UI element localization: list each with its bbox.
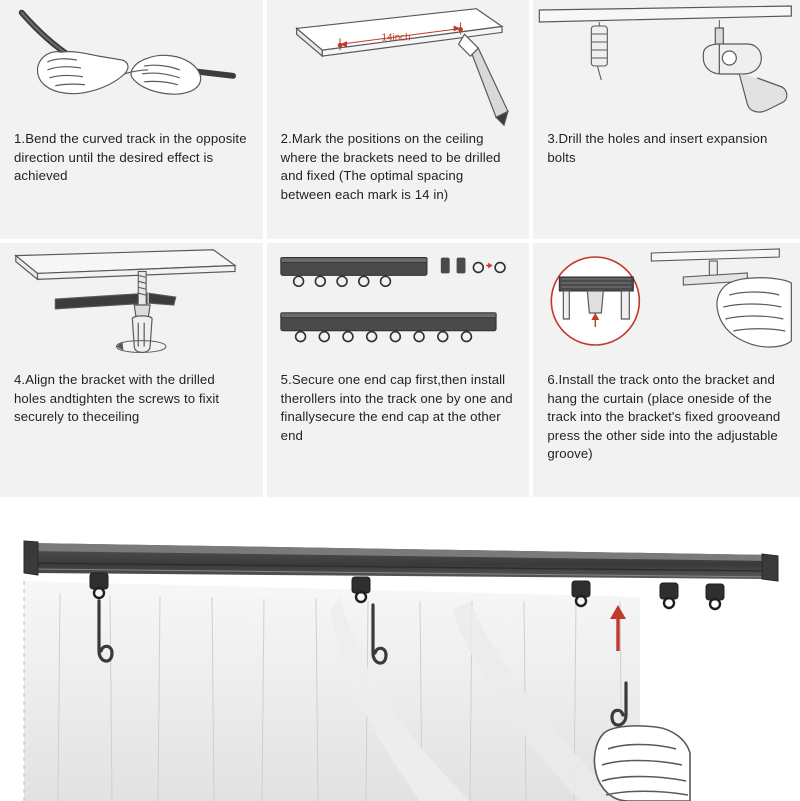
curtain-panel (24, 581, 640, 801)
step-cell-3 (533, 0, 800, 243)
step-caption-1: 1.Bend the curved track in the opposite direction until the desired effect is achieved (14, 131, 247, 183)
illustration-track-into-bracket-hand (533, 243, 800, 371)
illustration-drill-ceiling-bolt (533, 0, 800, 130)
step-caption-5: 5.Secure one end cap first,then install therollers into the track one by one and finallysecure the end cap at the other end (280, 372, 513, 443)
track-rail (24, 541, 778, 581)
step-caption-3: 3.Drill the holes and insert expansion bolts (547, 131, 768, 165)
hero-installed-track (0, 501, 800, 801)
illustration-hands-bending-track (0, 0, 263, 130)
illustration-bracket-screwdriver (0, 243, 263, 371)
step-caption-6: 6.Install the track onto the bracket and hang the curtain (place oneside of the track into the bracket's fixed grooveand press the other side into the adjustable groove) (547, 372, 781, 461)
step-caption-4: 4.Align the bracket with the drilled holes andtighten the screws to fixit securely to theceiling (14, 372, 220, 424)
dimension-label-14inch: 14inch (381, 32, 411, 44)
illustration-track-rollers-endcap (267, 243, 530, 371)
step-cell-1 (0, 0, 267, 243)
step-cell-5 (267, 243, 534, 501)
step-caption-2: 2.Mark the positions on the ceiling where the brackets need to be drilled and fixed (The optimal spacing between each mark is 14 in) (280, 131, 501, 202)
step-cell-6 (533, 243, 800, 501)
illustration-ceiling-marking-pencil (267, 0, 530, 130)
step-cell-2 (267, 0, 534, 243)
step-cell-4 (0, 243, 267, 501)
